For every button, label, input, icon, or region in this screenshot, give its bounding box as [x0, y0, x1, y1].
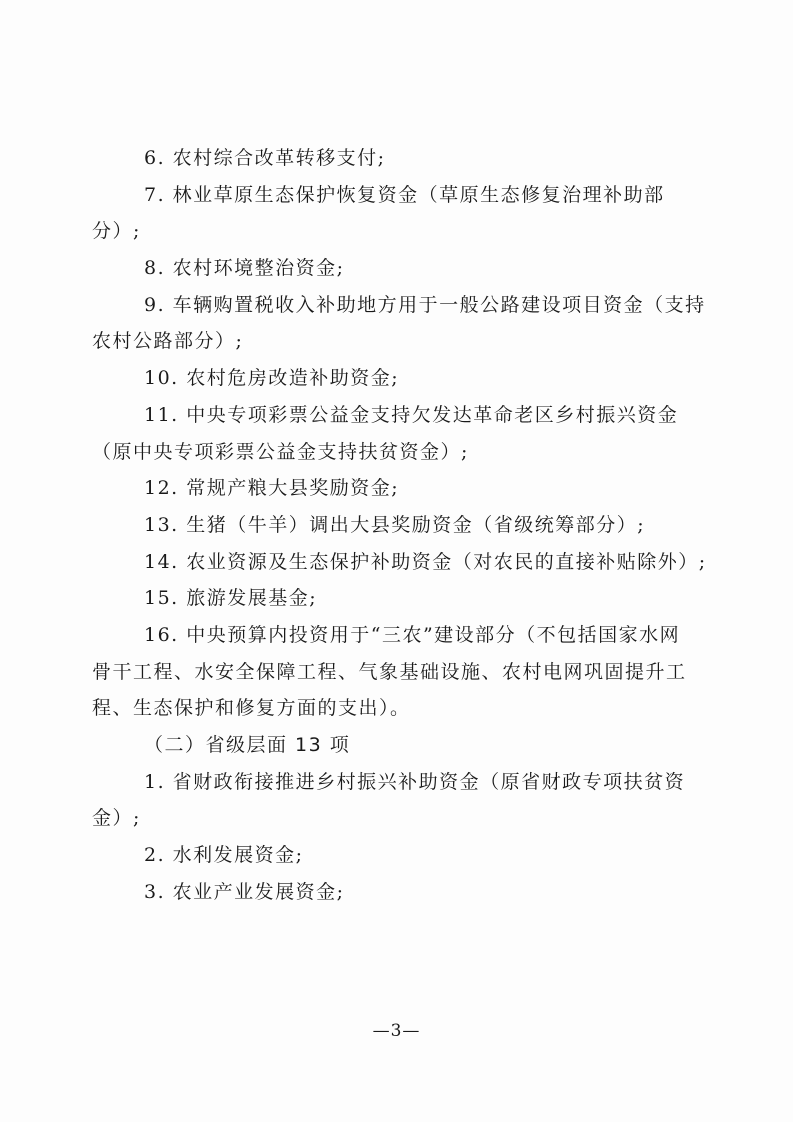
section-heading: （二）省级层面 13 项 — [144, 734, 351, 756]
list-item: 13. 生猪（牛羊）调出大县奖励资金（省级统筹部分）; — [144, 513, 646, 536]
page-number: —3— — [372, 1021, 421, 1041]
list-item: 8. 农村环境整治资金; — [144, 257, 345, 280]
list-item-continuation: 程、生态保护和修复方面的支出）。 — [92, 697, 411, 720]
list-item: 6. 农村综合改革转移支付; — [144, 147, 386, 169]
list-item-continuation: 骨干工程、水安全保障工程、气象基础设施、农村电网巩固提升工 — [92, 660, 687, 683]
list-item: 12. 常规产粮大县奖励资金; — [144, 477, 400, 500]
list-item-continuation: 农村公路部分）; — [92, 330, 244, 353]
list-item: 7. 林业草原生态保护恢复资金（草原生态修复治理补助部 — [144, 183, 665, 206]
list-item-continuation: （原中央专项彩票公益金支持扶贫资金）; — [92, 440, 469, 463]
list-item: 14. 农业资源及生态保护补助资金（对农民的直接补贴除外）; — [144, 550, 707, 573]
list-item: 11. 中央专项彩票公益金支持欠发达革命老区乡村振兴资金 — [144, 403, 679, 426]
list-item: 1. 省财政衔接推进乡村振兴补助资金（原省财政专项扶贫资 — [144, 770, 686, 793]
list-item: 2. 水利发展资金; — [144, 844, 304, 867]
document-body — [92, 140, 707, 910]
list-item: 15. 旅游发展基金; — [144, 587, 318, 610]
list-item: 3. 农业产业发展资金; — [144, 880, 345, 903]
list-item: 10. 农村危房改造补助资金; — [144, 367, 400, 390]
list-item: 9. 车辆购置税收入补助地方用于一般公路建设项目资金（支持 — [144, 293, 706, 316]
list-item-continuation: 金）; — [92, 807, 141, 830]
list-item-continuation: 分）; — [92, 220, 141, 243]
list-item: 16. 中央预算内投资用于“三农”建设部分（不包括国家水网 — [144, 623, 681, 646]
